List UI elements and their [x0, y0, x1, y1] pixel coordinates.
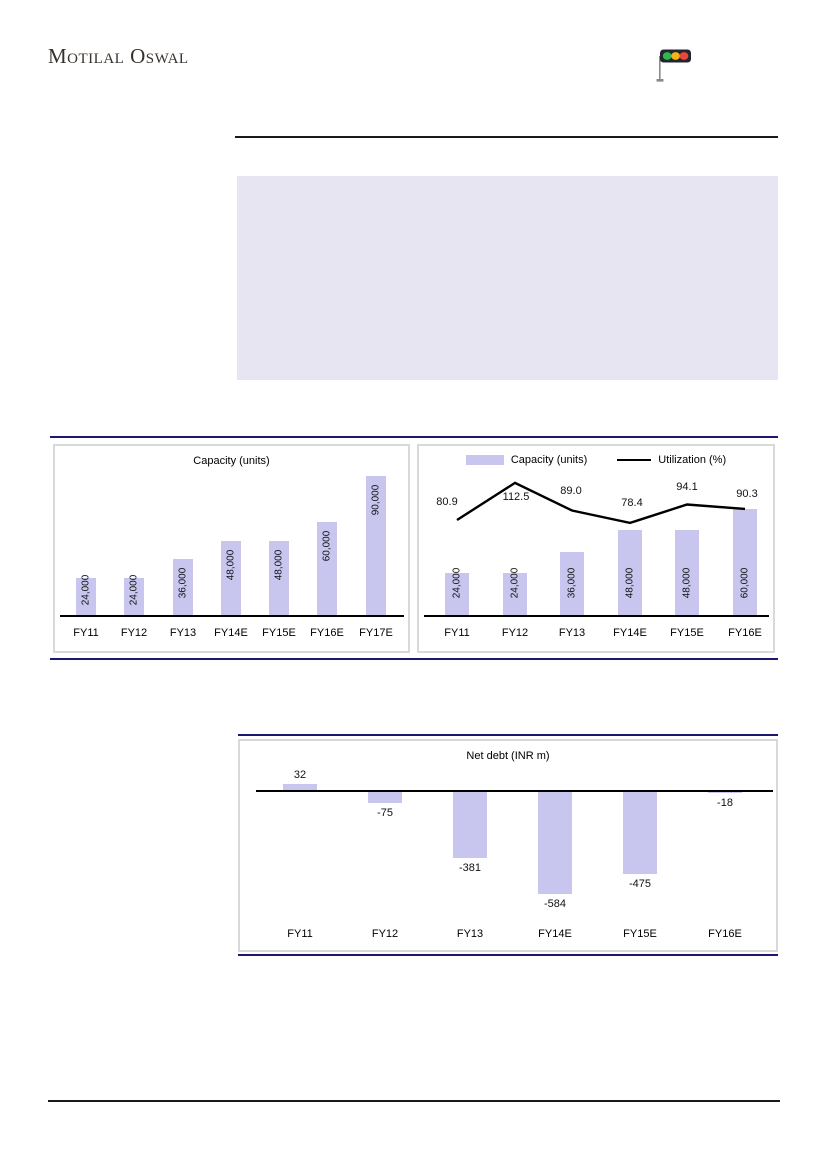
category-label-FY14E: FY14E	[214, 627, 248, 639]
bar-value-label: 24,000	[80, 574, 92, 606]
bar-value-label: 60,000	[739, 567, 751, 599]
bar-value-label: -381	[458, 861, 482, 874]
bar-value-label: 24,000	[128, 574, 140, 606]
category-label-FY15E: FY15E	[262, 627, 296, 639]
bar-FY15E	[623, 790, 657, 874]
line-value-label: 90.3	[736, 487, 758, 500]
legend-label-utilization: Utilization (%)	[658, 454, 727, 466]
category-label-FY15E: FY15E	[623, 928, 657, 940]
category-label-FY12: FY12	[120, 627, 148, 639]
line-value-label: 78.4	[621, 496, 643, 509]
charts-top-navy-rule	[50, 436, 778, 438]
category-label-FY11: FY11	[444, 627, 470, 639]
bar-FY13	[453, 790, 487, 858]
category-label-FY14E: FY14E	[538, 928, 572, 940]
category-label-FY12: FY12	[371, 928, 399, 940]
netdebt-top-navy-rule	[238, 734, 778, 736]
bar-value-label: 48,000	[273, 549, 285, 580]
bar-value-label: -75	[377, 807, 393, 820]
chart-panel-capacity-utilization	[417, 444, 775, 653]
category-label-FY15E: FY15E	[670, 627, 704, 639]
footer-divider-rule	[48, 1100, 780, 1102]
bar-value-label: 24,000	[509, 567, 521, 599]
bar-FY12	[368, 790, 402, 803]
category-label-FY11: FY11	[73, 627, 99, 639]
traffic-light-icon	[654, 46, 696, 84]
chart-panel-capacity	[53, 444, 410, 653]
bar-value-label: -18	[717, 797, 733, 810]
legend-label-capacity: Capacity (units)	[510, 454, 588, 466]
line-value-label: 80.9	[436, 496, 458, 508]
category-label-FY14E: FY14E	[613, 627, 647, 639]
category-label-FY12: FY12	[501, 627, 529, 639]
chart-panel-net-debt	[238, 739, 778, 952]
bar-value-label: 32	[293, 769, 307, 782]
chart-title-net-debt: Net debt (INR m)	[466, 750, 550, 762]
category-label-FY13: FY13	[456, 928, 484, 940]
line-value-label: 94.1	[676, 480, 698, 493]
category-label-FY13: FY13	[169, 627, 197, 639]
bar-value-label: 24,000	[451, 567, 463, 599]
category-label-FY16E: FY16E	[708, 928, 742, 940]
category-label-FY16E: FY16E	[310, 627, 344, 639]
category-label-FY17E: FY17E	[359, 627, 393, 639]
bar-value-label: 36,000	[566, 567, 578, 599]
bar-value-label: 36,000	[177, 567, 189, 599]
bar-value-label: -475	[628, 878, 652, 891]
bar-value-label: 90,000	[370, 484, 382, 515]
bar-value-label: -584	[543, 897, 567, 910]
motilal-oswal-logo: Motilal Oswal	[48, 44, 189, 68]
bar-value-label: 60,000	[321, 530, 333, 562]
bar-value-label: 48,000	[225, 549, 237, 580]
netdebt-bottom-navy-rule	[238, 954, 778, 956]
x-axis-line	[60, 615, 404, 617]
category-label-FY16E: FY16E	[728, 627, 762, 639]
bar-FY14E	[538, 790, 572, 894]
line-value-label: 112.5	[502, 490, 530, 503]
top-divider-rule	[235, 136, 778, 138]
charts-bottom-navy-rule	[50, 658, 778, 660]
category-label-FY11: FY11	[287, 928, 313, 940]
bar-value-label: 48,000	[681, 567, 693, 599]
chart-title-capacity: Capacity (units)	[193, 455, 270, 467]
bar-value-label: 48,000	[624, 567, 636, 599]
highlight-callout-box	[237, 176, 778, 380]
x-axis-line	[256, 790, 773, 792]
category-label-FY13: FY13	[558, 627, 586, 639]
utilization-line	[419, 446, 773, 651]
line-value-label: 89.0	[560, 485, 582, 498]
